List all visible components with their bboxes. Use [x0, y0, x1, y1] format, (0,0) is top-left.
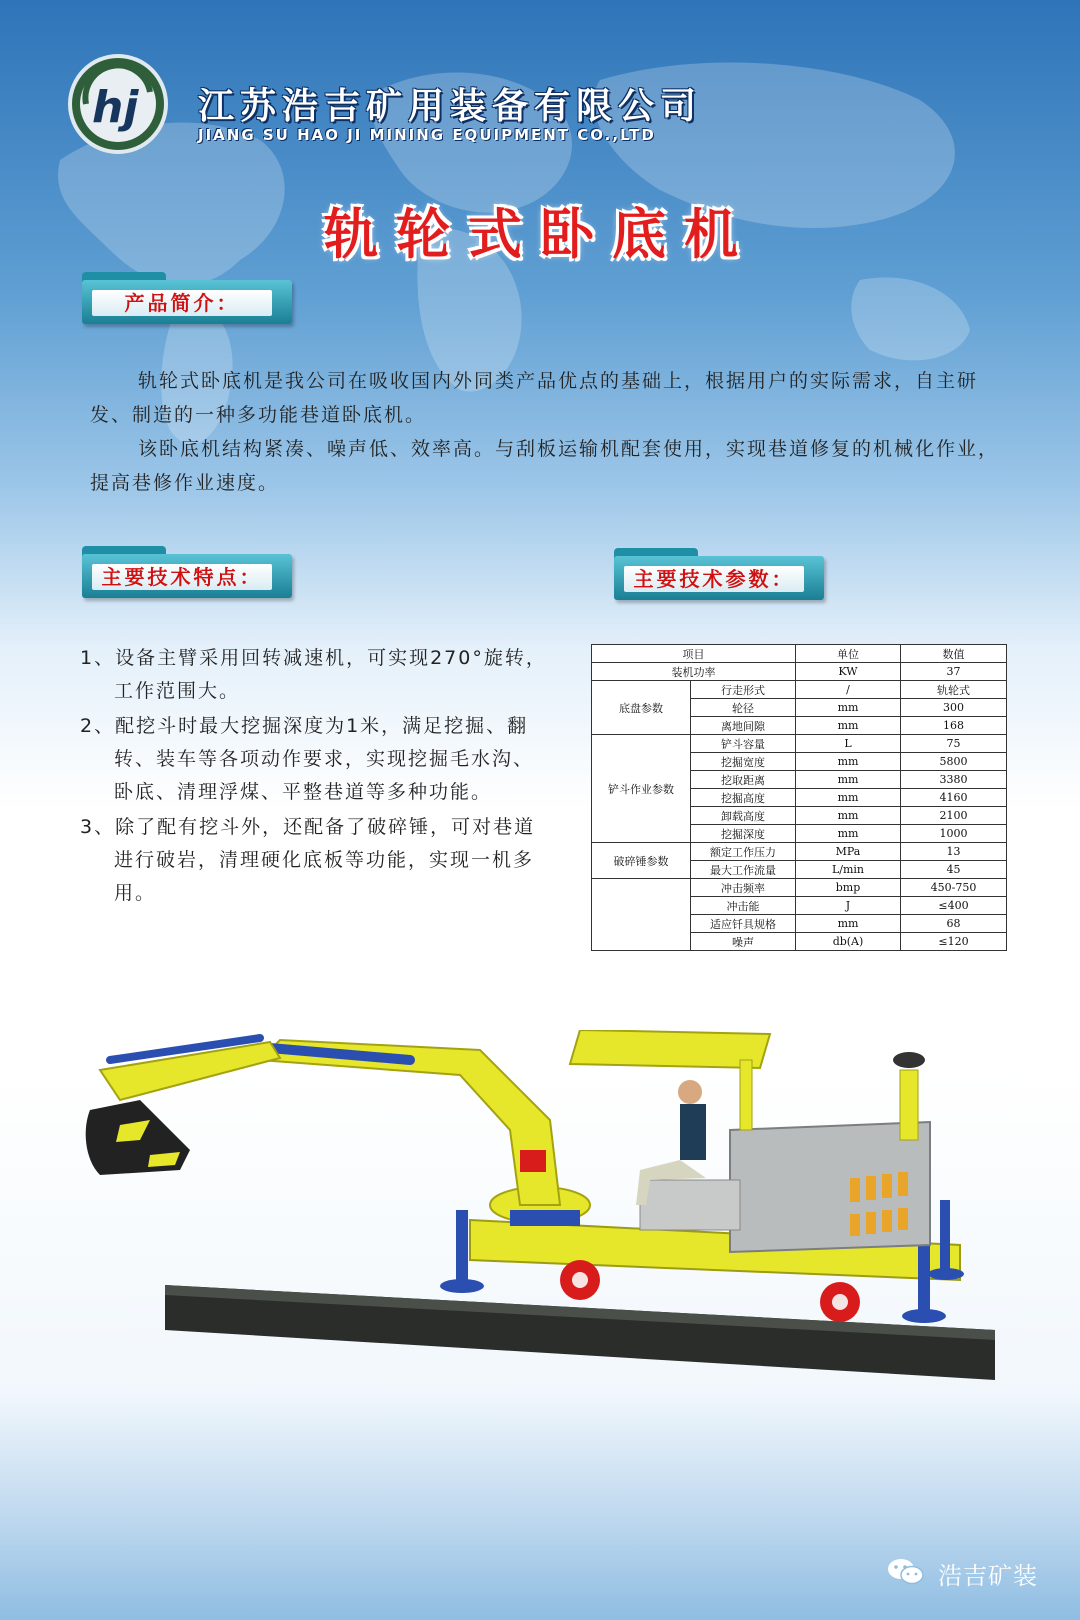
cell-unit: J [796, 897, 901, 915]
table-row [592, 681, 1007, 699]
cell-unit: mm [796, 699, 901, 717]
cell-item: 轮径 [691, 699, 796, 717]
cell-item: 额定工作压力 [691, 843, 796, 861]
section-heading-intro [82, 272, 292, 324]
cell-item: 适应钎具规格 [691, 915, 796, 933]
cell-item: 噪声 [691, 933, 796, 951]
cell-unit: bmp [796, 879, 901, 897]
operator-seat [640, 1180, 740, 1230]
cell-value: 2100 [901, 807, 1007, 825]
stabilizer-leg [456, 1210, 468, 1280]
cell-value: 75 [901, 735, 1007, 753]
cell-value: 1000 [901, 825, 1007, 843]
intro-paragraph-1: 轨轮式卧底机是我公司在吸收国内外同类产品优点的基础上，根据用户的实际需求，自主研发、制造的一种多功能巷道卧底机。 [90, 370, 979, 426]
intro-paragraph-2: 该卧底机结构紧凑、噪声低、效率高。与刮板运输机配套使用，实现巷道修复的机械化作业，提高巷修作业速度。 [90, 438, 1000, 494]
cell-value: 轨轮式 [901, 681, 1007, 699]
cell-unit: L [796, 735, 901, 753]
group-label-bucket: 铲斗作业参数 [592, 735, 691, 843]
table-header-row [592, 645, 1007, 663]
cell-value: 4160 [901, 789, 1007, 807]
section-heading-intro-label: 产品简介： [92, 290, 272, 316]
header-item: 项目 [592, 645, 796, 663]
svg-text:hj: hj [92, 82, 139, 133]
table-row [592, 735, 1007, 753]
features-list [80, 642, 548, 912]
company-logo-icon [66, 52, 170, 156]
cell-item: 最大工作流量 [691, 861, 796, 879]
table-row [592, 663, 1007, 681]
cell-item: 冲击频率 [691, 879, 796, 897]
intro-text [90, 364, 1002, 500]
operator-figure [678, 1080, 702, 1104]
section-heading-features-label: 主要技术特点： [92, 564, 272, 590]
cell-value: ≤400 [901, 897, 1007, 915]
cell-value: 300 [901, 699, 1007, 717]
cell-item: 铲斗容量 [691, 735, 796, 753]
feature-item-2: 2、配挖斗时最大挖掘深度为1米，满足挖掘、翻转、装车等各项动作要求，实现挖掘毛水沟、卧底、清理浮煤、平整巷道等多种功能。 [80, 715, 535, 803]
cell-unit: / [796, 681, 901, 699]
page-title: 轨轮式卧底机 [324, 203, 756, 266]
cell-value: 13 [901, 843, 1007, 861]
cell-value: 68 [901, 915, 1007, 933]
watermark-text: 浩吉矿装 [938, 1562, 1038, 1590]
cell-value: ≤120 [901, 933, 1007, 951]
params-table [591, 644, 1007, 951]
cell-unit: mm [796, 807, 901, 825]
cell-unit: mm [796, 771, 901, 789]
cell-unit: mm [796, 825, 901, 843]
cell-value: 5800 [901, 753, 1007, 771]
cell-item: 挖掘深度 [691, 825, 796, 843]
cell-value: 450-750 [901, 879, 1007, 897]
cell-unit: L/min [796, 861, 901, 879]
header-value: 数值 [901, 645, 1007, 663]
wechat-icon [886, 1556, 926, 1586]
cell-unit: mm [796, 717, 901, 735]
machine-illustration [80, 1030, 1010, 1390]
cell-value: 168 [901, 717, 1007, 735]
cell-unit: mm [796, 753, 901, 771]
cell-item: 挖取距离 [691, 771, 796, 789]
cell-item: 离地间隙 [691, 717, 796, 735]
feature-item-1: 1、设备主臂采用回转减速机，可实现270°旋转，工作范围大。 [80, 647, 547, 702]
cell-item: 冲击能 [691, 897, 796, 915]
feature-item-3: 3、除了配有挖斗外，还配备了破碎锤，可对巷道进行破岩，清理硬化底板等功能，实现一机多用。 [80, 816, 536, 904]
header-unit: 单位 [796, 645, 901, 663]
cell-value: 45 [901, 861, 1007, 879]
group-label-empty [592, 879, 691, 951]
company-name-en: JIANG SU HAO JI MINING EQUIPMENT CO.,LTD [198, 126, 656, 144]
cell-item: 挖掘宽度 [691, 753, 796, 771]
wechat-watermark [886, 1550, 1066, 1590]
cell-unit: KW [796, 663, 901, 681]
cell-unit: mm [796, 915, 901, 933]
cell-item: 挖掘高度 [691, 789, 796, 807]
group-label-chassis: 底盘参数 [592, 681, 691, 735]
rear-post [900, 1070, 918, 1140]
cell-unit: MPa [796, 843, 901, 861]
cell-item: 装机功率 [592, 663, 796, 681]
cell-item: 行走形式 [691, 681, 796, 699]
cell-item: 卸载高度 [691, 807, 796, 825]
cell-unit: db(A) [796, 933, 901, 951]
hydraulic-motor [520, 1150, 546, 1172]
table-row [592, 843, 1007, 861]
section-heading-features [82, 546, 292, 598]
cell-value: 37 [901, 663, 1007, 681]
section-heading-params-label: 主要技术参数： [624, 566, 804, 592]
company-name-cn: 江苏浩吉矿用装备有限公司 [198, 86, 703, 127]
stabilizer-leg [918, 1240, 930, 1310]
cell-unit: mm [796, 789, 901, 807]
group-label-hammer: 破碎锤参数 [592, 843, 691, 879]
table-row [592, 879, 1007, 897]
section-heading-params [614, 548, 824, 600]
cell-value: 3380 [901, 771, 1007, 789]
